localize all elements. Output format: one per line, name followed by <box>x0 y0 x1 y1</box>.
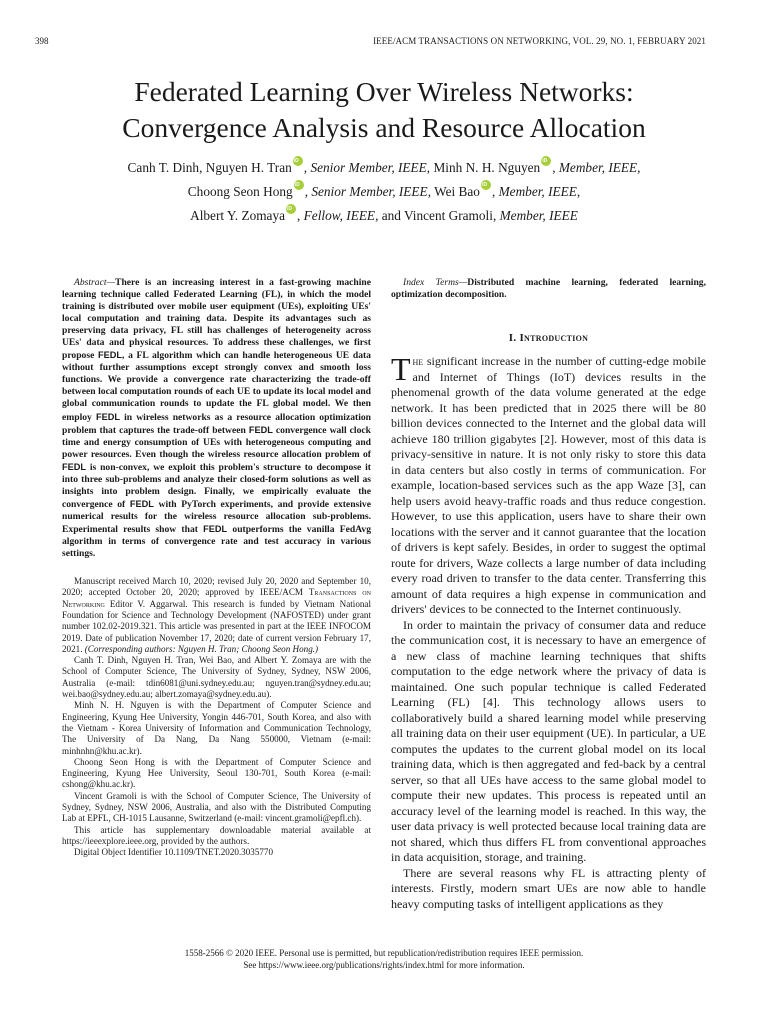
orcid-icon[interactable] <box>294 180 304 190</box>
author-name: and Vincent Gramoli <box>381 208 493 223</box>
footnotes <box>62 576 371 858</box>
affiliation-note: Vincent Gramoli is with the School of Computer Science, The University of Sydney, Sydney, NSW 2006, Australia, and also with the Distributed Computing Lab at EPFL, CH-1015 Lausanne, Switzerland (e-mail: vincent.gramoli@epfl.ch). <box>62 790 371 824</box>
algorithm-name: FEDL <box>129 498 154 509</box>
abstract <box>62 277 371 560</box>
author-role: Fellow, IEEE <box>303 208 376 223</box>
abstract-text: There is an increasing interest in a fast-growing machine learning technique called Federated Learning (FL), in which the model training is distributed over mobile user equipment (UEs), exploiting UEs' local computation and training data. Despite its advantages such as preserving data privacy, FL still has challenges of heterogeneity across UEs' data and physical resources. To address these challenges, we first propose <box>62 277 371 362</box>
section-heading <box>391 331 706 345</box>
paragraph <box>391 351 706 618</box>
author-role: Member, IEEE <box>499 208 578 223</box>
section-title: Introduction <box>519 332 589 344</box>
abstract-text: in wireless networks as a resource allocation optimization problem that captures the trade-off between <box>62 411 371 436</box>
left-column <box>62 277 371 859</box>
orcid-icon[interactable] <box>481 180 491 190</box>
note-text: Editor V. Aggarwal. This research is funded by Vietnam National Foundation for Science and Technology Development (NAFOSTED) under grant number 102.02-2019.321. This article was presented in part at the IEEE INFOCOM 2019. Date of publication November 17, 2020; date of current version February 17, 2021. <box>62 598 371 654</box>
orcid-icon[interactable] <box>286 204 296 214</box>
author-name: Minh N. H. Nguyen <box>433 160 541 175</box>
index-terms-label: Index Terms— <box>403 277 468 288</box>
algorithm-name: FEDL <box>203 523 228 534</box>
affiliation-note: Choong Seon Hong is with the Department of Computer Science and Engineering, Kyung Hee University, Seoul 130-701, South Korea (e-mail: cshong@khu.ac.kr). <box>62 756 371 790</box>
running-head: IEEE/ACM TRANSACTIONS ON NETWORKING, VOL. 29, NO. 1, FEBRUARY 2021 <box>373 36 706 46</box>
author-role: Senior Member, IEEE <box>310 160 427 175</box>
abstract-text: outperforms the vanilla FedAvg algorithm in terms of convergence rate and test accuracy in various settings. <box>62 523 371 560</box>
author-name: Wei Bao <box>434 184 480 199</box>
section-number: I. <box>508 332 520 344</box>
orcid-icon[interactable] <box>293 156 303 166</box>
abstract-text: is non-convex, we exploit this problem's structure to decompose it into three sub-problems and analyze their closed-form solutions as well as insights into problem design. Finally, we empirically evaluate the convergence of <box>62 461 371 510</box>
author-name: Choong Seon Hong <box>187 184 293 199</box>
introduction-body <box>391 351 706 912</box>
page-number: 398 <box>35 36 49 46</box>
journal-name: Transactions on Networking <box>62 587 371 609</box>
paragraph-text: significant increase in the number of cutting-edge mobile and Internet of Things (IoT) devices results in the phenomenal growth of the data volume generated at the edge network. It has been predicted that in 2025 there will be 80 billion devices connected to the Internet and the global data will achieve 180 trillion gigabytes [2]. However, most of this data is privacy-sensitive in nature. It is not only risky to store this data in data centers but also costly in terms of communication. For example, location-based services such as the app Waze [3], can help users avoid heavy-traffic roads and thus reduce congestion. However, to use this application, users have to share their own locations with the server and it cannot guarantee that the location of drivers is kept safely. Besides, in order to suggest the optimal route for drivers, Waze collects a large number of data including every road driven to transfer to the data center. Transferring this amount of data requires a high expense in communication and drivers' devices to be connected to the Internet continuously. <box>391 354 706 616</box>
copyright-line: 1558-2566 © 2020 IEEE. Personal use is permitted, but republication/redistribution requires IEEE permission. <box>184 948 584 958</box>
abstract-text: convergence wall clock time and energy consumption of UEs with heterogeneous computing and power resources. Even though the wireless resource allocation problem of <box>62 424 371 460</box>
algorithm-name: FEDL <box>98 350 123 361</box>
abstract-text: , a FL algorithm which can handle heterogeneous UE data without further assumptions except strongly convex and smooth loss functions. We provide a convergence rate characterizing the trade-off between local computation rounds of each UE to update its local model and global communication rounds to update the FL global model. We then employ <box>62 350 371 423</box>
right-column <box>391 277 706 912</box>
author-names: Canh T. Dinh, Nguyen H. Tran <box>127 160 292 175</box>
author-role: Senior Member, IEEE <box>311 184 428 199</box>
paragraph: There are several reasons why FL is attracting plenty of interests. Firstly, modern smart UEs are now able to handle heavy computing tasks of intelligent applications as they <box>391 865 706 911</box>
index-terms <box>391 277 706 301</box>
affiliation-note: Minh N. H. Nguyen is with the Department of Computer Science and Engineering, Kyung Hee University, Yongin 446-701, South Korea, and also with the Vietnam - Korea University of Information and Communication Technology, The University of Da Nang, Da Nang 550000, Vietnam (e-mail: minhnhn@khu.ac.kr). <box>62 700 371 756</box>
supplementary-note: This article has supplementary downloadable material available at https://ieeexplore.ieee.org, provided by the authors. <box>62 824 371 846</box>
algorithm-name: FEDL <box>62 461 86 472</box>
author-role: Member, IEEE <box>498 184 577 199</box>
author-role: Member, IEEE <box>558 160 638 175</box>
author-name: Albert Y. Zomaya <box>190 208 286 223</box>
drop-cap: T <box>391 351 411 387</box>
manuscript-note <box>62 576 371 655</box>
corresponding-authors: (Corresponding authors: Nguyen H. Tran; Choong Seon Hong.) <box>84 643 319 654</box>
copyright-footer <box>0 948 768 971</box>
rights-line: See https://www.ieee.org/publications/rights/index.html for more information. <box>243 959 525 970</box>
first-word: he <box>412 354 424 368</box>
affiliation-note: Canh T. Dinh, Nguyen H. Tran, Wei Bao, and Albert Y. Zomaya are with the School of Computer Science, The University of Sydney, Sydney, NSW 2006, Australia (e-mail: tdin6081@uni.sydney.edu.au; nguyen.tran@sydney.edu.au; wei.bao@sydney.edu.au; albert.zomaya@sydney.edu.au). <box>62 655 371 700</box>
doi-note: Digital Object Identifier 10.1109/TNET.2020.3035770 <box>74 847 274 858</box>
orcid-icon[interactable] <box>541 156 551 166</box>
paragraph: In order to maintain the privacy of consumer data and reduce the communication cost, it is necessary to have an emergence of a new class of machine learning techniques that shifts computation to the edge network where the privacy of data is maintained. One such popular technique is called Federated Learning (FL) [4]. This technology allows users to collaboratively build a shared learning model while preserving all training data on their user equipment (UE). In particular, a UE computes the updates to the current global model on its local training data, which is then aggregated and fed-back by a central server, so that all UEs have access to the same global model to compute their new updates. This process is repeated until an accuracy level of the learning model is reached. In this way, the user data privacy is well protected because local training data are not shared, which thus differs FL from conventional approaches in data acquisition, storage, and training. <box>391 617 706 864</box>
author-list: Canh T. Dinh, Nguyen H. TraniD , Senior Member, IEEE, Minh N. H. NguyeniD , Member, IEEE, Choong Seon HongiD , Senior Member, IEEE, Wei BaoiD , Member, IEEE, Albert Y. ZomayaiD , Fellow, IEEE, and Vincent Gramoli, Member, IEEE <box>0 156 768 228</box>
algorithm-name: FEDL <box>248 424 273 435</box>
title-line-1: Federated Learning Over Wireless Networks: <box>134 76 634 107</box>
title-line-2: Convergence Analysis and Resource Allocation <box>122 112 646 143</box>
paper-title <box>0 74 768 146</box>
abstract-label: Abstract— <box>74 277 116 288</box>
algorithm-name: FEDL <box>95 411 120 422</box>
index-terms-text: Distributed machine learning, federated learning, optimization decomposition. <box>391 277 706 300</box>
abstract-text: with PyTorch experiments, and provide extensive numerical results for the wireless resource allocation sub-problems. Experimental results show that <box>62 498 371 535</box>
note-text: Manuscript received March 10, 2020; revised July 20, 2020 and September 10, 2020; accepted October 20, 2020; approved by IEEE/ACM <box>62 576 371 598</box>
